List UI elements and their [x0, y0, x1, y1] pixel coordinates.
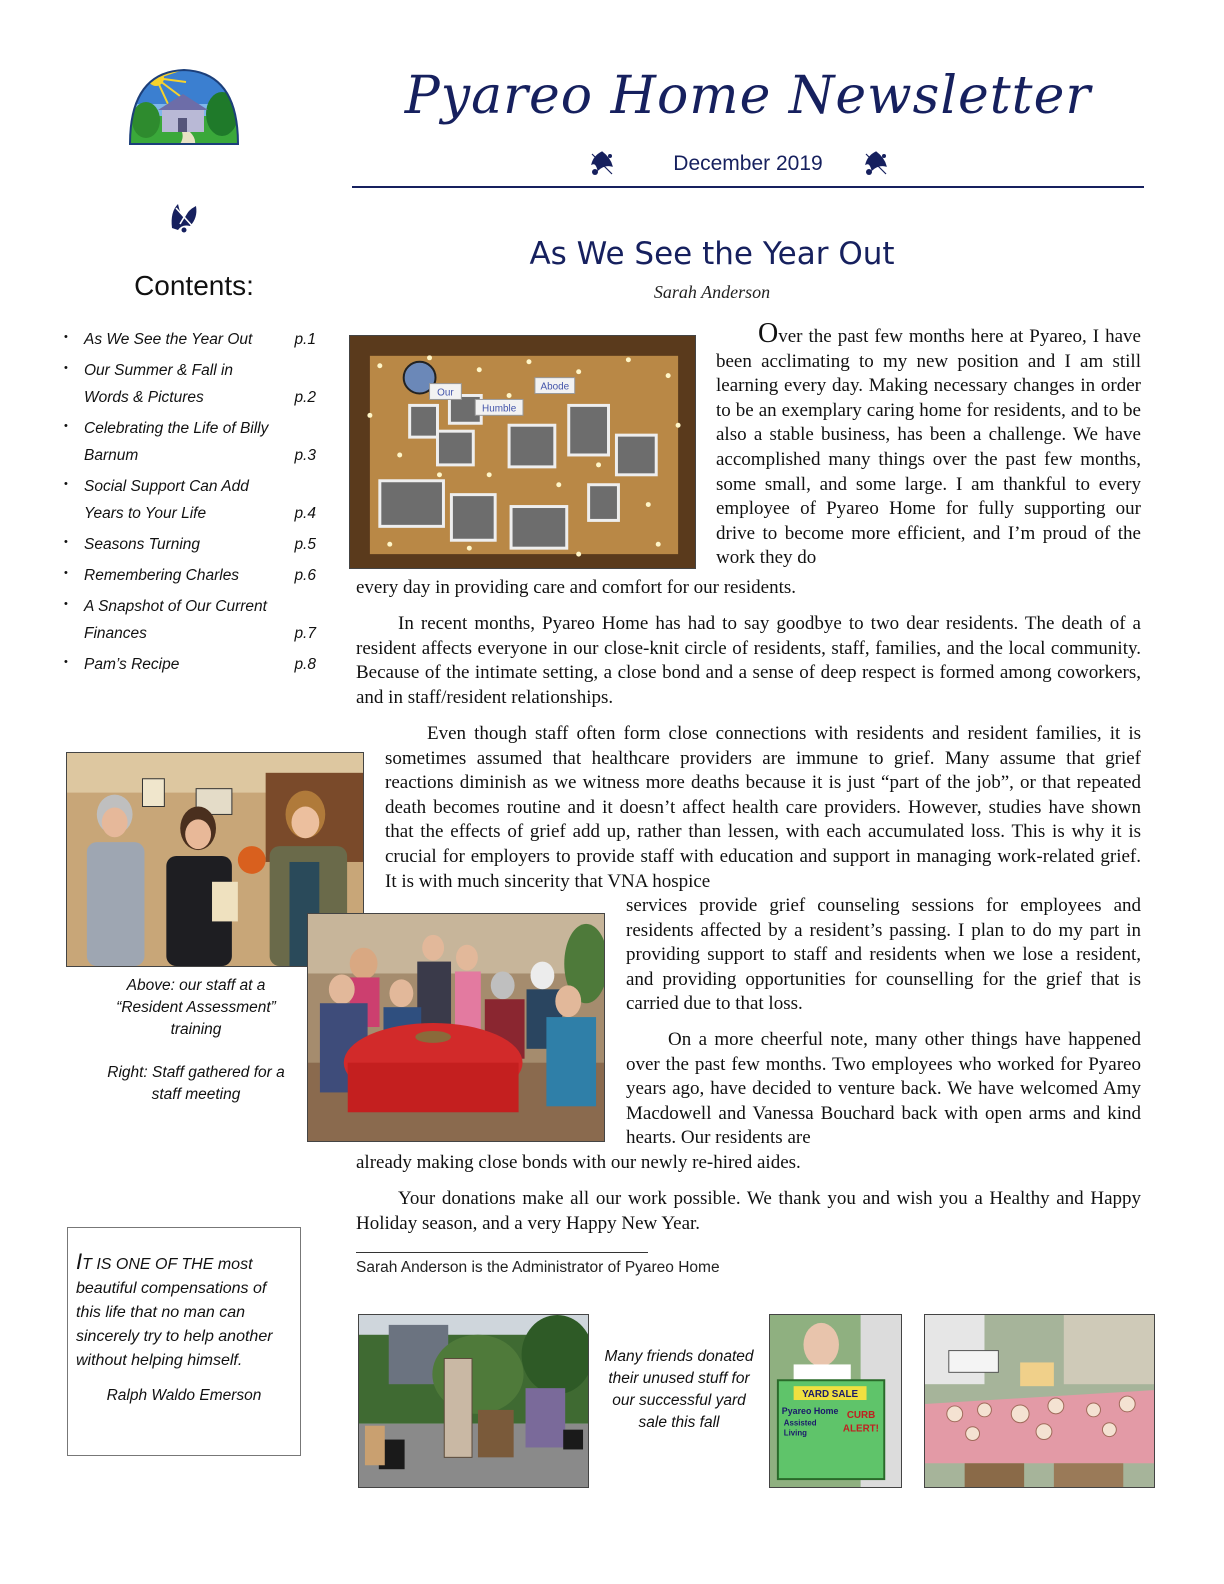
newsletter-title: Pyareo Home Newsletter [404, 66, 1092, 126]
signature-note: Sarah Anderson is the Administrator of Pyareo Home [356, 1259, 720, 1276]
toc-title: • Pam’s Recipe [84, 656, 180, 673]
toc-title: • Our Summer & Fall in Words & Pictures [84, 362, 234, 406]
yard-sale-photo [358, 1314, 589, 1488]
toc-item[interactable] [62, 593, 318, 647]
article-paragraph: already making close bonds with our newly re-hired aides. [356, 1152, 801, 1173]
quote-first-letter: I [76, 1249, 83, 1274]
yard-sale-sign-line: Living [783, 1428, 807, 1438]
article-title: As We See the Year Out [529, 236, 895, 272]
issue-row [352, 146, 1144, 186]
article-author: Sarah Anderson [653, 282, 771, 302]
toc-item[interactable] [62, 415, 318, 469]
toc-page: p.7 [294, 625, 316, 642]
quote-box [67, 1227, 301, 1456]
toc-page: p.3 [294, 447, 316, 464]
contents-heading: Contents: [134, 270, 254, 301]
toc-title: • A Snapshot of Our Current Finances [84, 598, 267, 642]
photo-caption-right: Right: Staff gathered for a staff meeting [107, 1064, 285, 1103]
article-paragraph [716, 318, 1141, 571]
toc-page: p.6 [294, 567, 316, 584]
yard-sale-sign-heading: YARD SALE [802, 1389, 859, 1401]
toc-item[interactable] [62, 357, 318, 411]
quote-author: Ralph Waldo Emerson [106, 1387, 262, 1404]
toc-item[interactable] [62, 473, 318, 527]
table-of-contents [62, 326, 318, 682]
toc-page: p.2 [294, 389, 316, 406]
issue-date: December 2019 [673, 152, 823, 175]
toc-title: • Social Support Can Add Years to Your Life [84, 478, 249, 522]
toc-page: p.1 [294, 331, 316, 348]
quote-small-caps: T IS ONE OF THE [82, 1256, 214, 1273]
quote-text [76, 1250, 292, 1373]
quote-rest: most beautiful compensations of this life that no man can sincerely try to help another without helping himself. [76, 1256, 273, 1369]
yard-sale-sign-line: Assisted [783, 1418, 817, 1428]
article-paragraph: every day in providing care and comfort for our residents. [356, 577, 797, 598]
yard-sale-table-photo [924, 1314, 1155, 1488]
toc-item[interactable] [62, 651, 318, 678]
yard-sale-sign-photo [769, 1314, 902, 1488]
yard-sale-sign-line: CURB [846, 1409, 876, 1421]
sign-word-our: Our [437, 387, 454, 399]
article-paragraph: Your donations make all our work possible. We thank you and wish you a Healthy and Happy Holiday season, and a very Happy New Year. [356, 1188, 1141, 1234]
article-paragraph: In recent months, Pyareo Home has had to say goodbye to two dear residents. The death of a resident affects everyone in our close-knit circle of residents, staff, families, and the local community. Because of the intimate setting, a close bond and a sense of deep respect is formed among coworkers, and in staff/resident relationships. [356, 613, 1141, 708]
toc-title: • Seasons Turning [84, 536, 201, 553]
signature-rule [356, 1252, 648, 1253]
toc-page: p.8 [294, 656, 316, 673]
yard-sale-sign-line: ALERT! [842, 1423, 879, 1435]
drop-cap: O [758, 318, 779, 349]
article-paragraph: On a more cheerful note, many other things have happened over the past few months. Two employees who worked for Pyareo years ago, have decided to venture back. We have welcomed Amy Macdowell and Vanessa Bouchard back with open arms and kind hearts. Our residents are [626, 1029, 1141, 1149]
house-sunrise-logo-icon [126, 64, 242, 158]
sign-word-humble: Humble [482, 403, 517, 415]
staff-meeting-photo [307, 913, 605, 1142]
yard-sale-caption: Many friends donated their unused stuff for our successful yard sale this fall [604, 1348, 754, 1431]
article-paragraph: Even though staff often form close connections with residents and resident families, it is sometimes assumed that healthcare providers are immune to grief. Many assume that grief reactions diminish as we witness more deaths because it is just “part of the job”, or that repeated death becomes routine and it doesn’t affect health care providers. However, studies have shown that the effects of grief add up, rather than lessen, with each accumulated loss. This is why it is crucial for employers to provide staff with education and support in managing work-related grief. It is with much sincerity that VNA hospice [385, 723, 1141, 892]
toc-title: • As We See the Year Out [84, 331, 253, 348]
toc-page: p.4 [294, 505, 316, 522]
toc-item[interactable] [62, 562, 318, 589]
toc-title: • Remembering Charles [84, 567, 240, 584]
toc-title: • Celebrating the Life of Billy Barnum [84, 420, 269, 464]
article-paragraph: services provide grief counseling sessions for employees and residents affected by a resident’s passing. I plan to do my part in providing support to staff and residents when we lose a resident, and providing opportunities for counselling for the grief that is carried due to that loss. [626, 895, 1141, 1015]
photo-caption-above: Above: our staff at a “Resident Assessment” training [116, 977, 276, 1038]
yard-sale-sign-line: Pyareo Home [781, 1405, 839, 1416]
fleuron-ornament-icon [166, 198, 202, 234]
sign-word-abode: Abode [540, 381, 570, 393]
paragraph-text: ver the past few months here at Pyareo, I have been acclimating to my new position and I am still learning every day. Making necessary changes in order to be an exemplary caring home for residents, and to be also a stable business, has been a challenge. We have accomplished many things over the past few months, some small, and some large. I am thankful to every employee of Pyareo Home for fully supporting our drive to become more efficient, and I’m proud of the work they do [716, 326, 1141, 569]
toc-page: p.5 [294, 536, 316, 553]
toc-item[interactable] [62, 531, 318, 558]
fleuron-ornament-icon [862, 150, 890, 178]
masthead-divider [352, 186, 1144, 188]
toc-item[interactable] [62, 326, 318, 353]
string-lights-photo-board [349, 335, 696, 569]
